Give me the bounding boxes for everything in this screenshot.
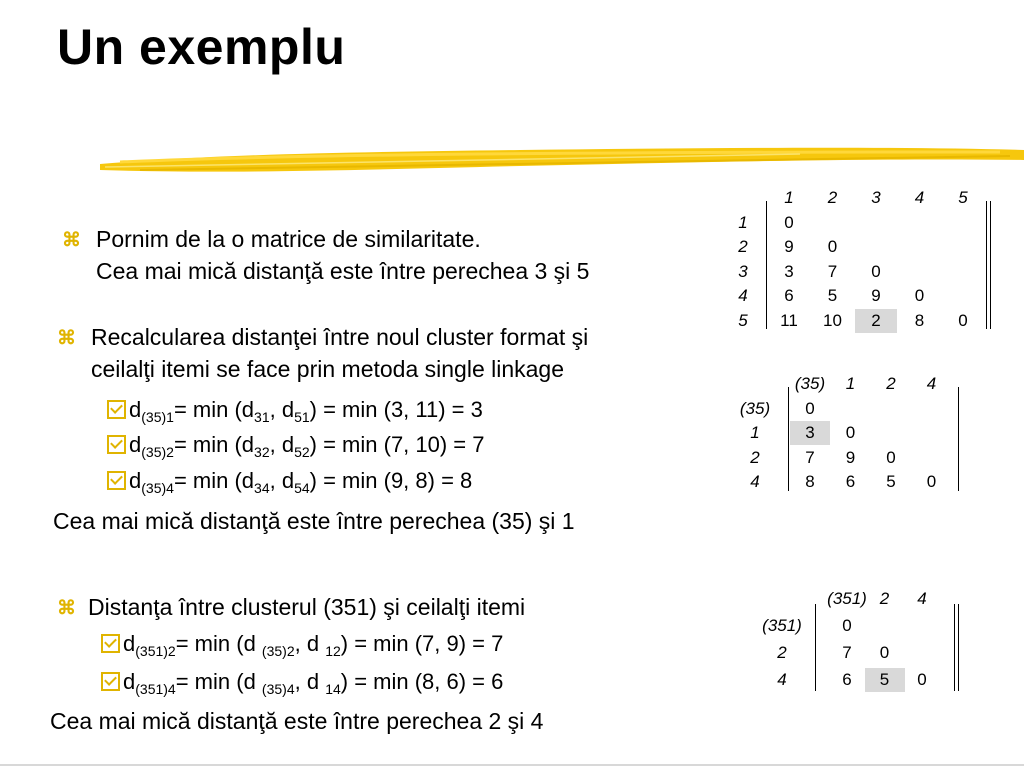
matrix-border-line — [788, 387, 789, 491]
matrix-cell: 2 — [855, 309, 897, 333]
matrix-cell: 0 — [845, 423, 856, 442]
formula-row: $d_{(35)1}= \min (d_{31}$, $d_{51}) = \min (3$, 11) = 3 — [107, 395, 483, 425]
matrix-cell — [902, 614, 942, 638]
matrix-cell — [942, 211, 984, 235]
matrix-cell: 8 — [805, 472, 815, 491]
matrix-cell: 0 — [926, 472, 937, 491]
matrix-cell: 5 — [886, 472, 896, 491]
matrix-cell: 6 — [784, 286, 794, 305]
conclusion-1: Cea mai mică distanţă este între perechea (35) şi 1 — [53, 508, 575, 534]
matrix-column-header: 1 — [784, 188, 794, 207]
matrix-cell — [865, 614, 905, 638]
matrix-row-header: 4 — [750, 472, 760, 491]
matrix-row-header: 1 — [750, 423, 760, 442]
matrix-row-header: (35) — [739, 398, 771, 418]
matrix-cell — [855, 235, 897, 259]
matrix-cell: 7 — [805, 447, 815, 467]
matrix-row-header: 1 — [738, 212, 748, 232]
matrix-border-line — [958, 387, 959, 491]
matrix-row-header: 4 — [738, 286, 748, 305]
matrix-column-header: 2 — [879, 589, 890, 608]
matrix-cell: 0 — [827, 237, 838, 256]
bullet-icon: ⌘ — [57, 598, 76, 619]
matrix-column-header: 1 — [845, 374, 856, 393]
matrix-column-header: (351) — [827, 589, 867, 608]
checkbox-bullet-icon — [101, 672, 120, 691]
matrix-border-line — [766, 201, 767, 330]
matrix-cell — [899, 211, 941, 235]
matrix-cell — [942, 235, 984, 259]
matrix-cell — [899, 235, 941, 259]
matrix-row-header: 2 — [738, 237, 748, 256]
matrix-cell — [912, 397, 952, 421]
bullet-1-line-1: Pornim de la o matrice de similaritate. — [96, 226, 481, 252]
matrix-border-line — [958, 604, 959, 691]
matrix-cell: 0 — [917, 670, 927, 689]
yellow-brush-stroke — [100, 140, 1024, 185]
matrix-cell: 9 — [784, 237, 794, 256]
checkbox-bullet-icon — [101, 634, 120, 653]
matrix-column-header: (35) — [794, 374, 826, 393]
footer-divider — [0, 764, 1024, 766]
matrix-column-header: 4 — [926, 374, 937, 393]
matrix-border-line — [815, 604, 816, 691]
page-title: Un exemplu — [57, 19, 346, 75]
matrix-row-header: (351) — [762, 616, 802, 635]
matrix-cell — [855, 211, 897, 235]
matrix-column-header: 5 — [958, 188, 968, 207]
checkbox-bullet-icon — [107, 471, 126, 490]
matrix-cell: 0 — [805, 398, 815, 418]
matrix-border-line — [954, 604, 955, 691]
bullet-icon: ⌘ — [57, 328, 76, 349]
matrix-row-header: 3 — [738, 261, 748, 281]
matrix-cell: 8 — [914, 310, 925, 330]
matrix-cell: 0 — [958, 310, 968, 330]
matrix-cell: 0 — [842, 616, 852, 635]
matrix-row-header: 4 — [777, 670, 787, 689]
matrix-cell: 0 — [784, 212, 794, 232]
matrix-row-header: 2 — [777, 643, 787, 662]
matrix-cell — [902, 641, 942, 665]
formula-row: $d_{(35)2}= \min (d_{32}$, $d_{52}) = \min (7$, 10) = 7 — [107, 430, 485, 460]
matrix-cell: 7 — [827, 261, 838, 281]
matrix-column-header: 4 — [917, 589, 927, 608]
bullet-2-line-1: Recalcularea distanţei între noul cluster format şi — [91, 324, 589, 350]
matrix-cell: 7 — [842, 643, 852, 662]
formula-row: $d_{(351)2}= \min (d$ $_{(35)2}$, d $_{12}$) = min (7, 9) = 7 — [101, 629, 503, 659]
matrix-column-header: 4 — [914, 188, 925, 207]
matrix-column-header: 2 — [827, 188, 838, 207]
matrix-border-line — [986, 201, 987, 330]
matrix-cell — [912, 446, 952, 470]
matrix-row-header: 2 — [750, 447, 760, 467]
matrix-cell: 0 — [879, 643, 890, 662]
matrix-cell: 0 — [914, 286, 925, 305]
checkbox-bullet-icon — [107, 400, 126, 419]
formula-row: $d_{(351)4}= \min (d$ $_{(35)4}$, d $_{14}$) = min (8, 6) = 6 — [101, 667, 503, 697]
matrix-cell: 6 — [845, 472, 856, 491]
matrix-cell — [942, 260, 984, 284]
matrix-cell — [871, 421, 911, 445]
matrix-cell — [831, 397, 871, 421]
matrix-cell — [899, 260, 941, 284]
formula-row: $d_{(35)4}= \min (d_{34}$, $d_{54}) = \min (9$, 8) = 8 — [107, 466, 472, 496]
matrix-cell: 5 — [865, 668, 905, 692]
matrix-row-header: 5 — [738, 310, 748, 330]
matrix-border-line — [990, 201, 991, 330]
matrix-column-header: 2 — [886, 374, 896, 393]
matrix-cell: 9 — [871, 286, 881, 305]
matrix-column-header: 3 — [871, 188, 881, 207]
matrix-cell — [942, 284, 984, 308]
checkbox-bullet-icon — [107, 435, 126, 454]
matrix-cell — [812, 211, 854, 235]
bullet-icon: ⌘ — [62, 230, 81, 251]
matrix-cell: 10 — [823, 310, 842, 330]
matrix-cell: 6 — [842, 670, 852, 689]
matrix-cell: 0 — [886, 447, 896, 467]
conclusion-2: Cea mai mică distanţă este între perechea 2 şi 4 — [50, 708, 544, 734]
matrix-cell: 3 — [784, 261, 794, 281]
matrix-cell — [912, 421, 952, 445]
bullet-1-line-2: Cea mai mică distanţă este între perechea 3 şi 5 — [96, 258, 590, 284]
bullet-3: Distanţa între clusterul (351) şi ceilalţi itemi — [88, 594, 526, 620]
matrix-cell: 5 — [827, 286, 838, 305]
bullet-2-line-2: ceilalţi itemi se face prin metoda single linkage — [91, 356, 565, 382]
matrix-cell: 3 — [790, 421, 830, 445]
matrix-cell: 11 — [780, 310, 798, 330]
matrix-cell: 9 — [845, 447, 856, 467]
matrix-cell: 0 — [871, 261, 881, 281]
matrix-cell — [871, 397, 911, 421]
